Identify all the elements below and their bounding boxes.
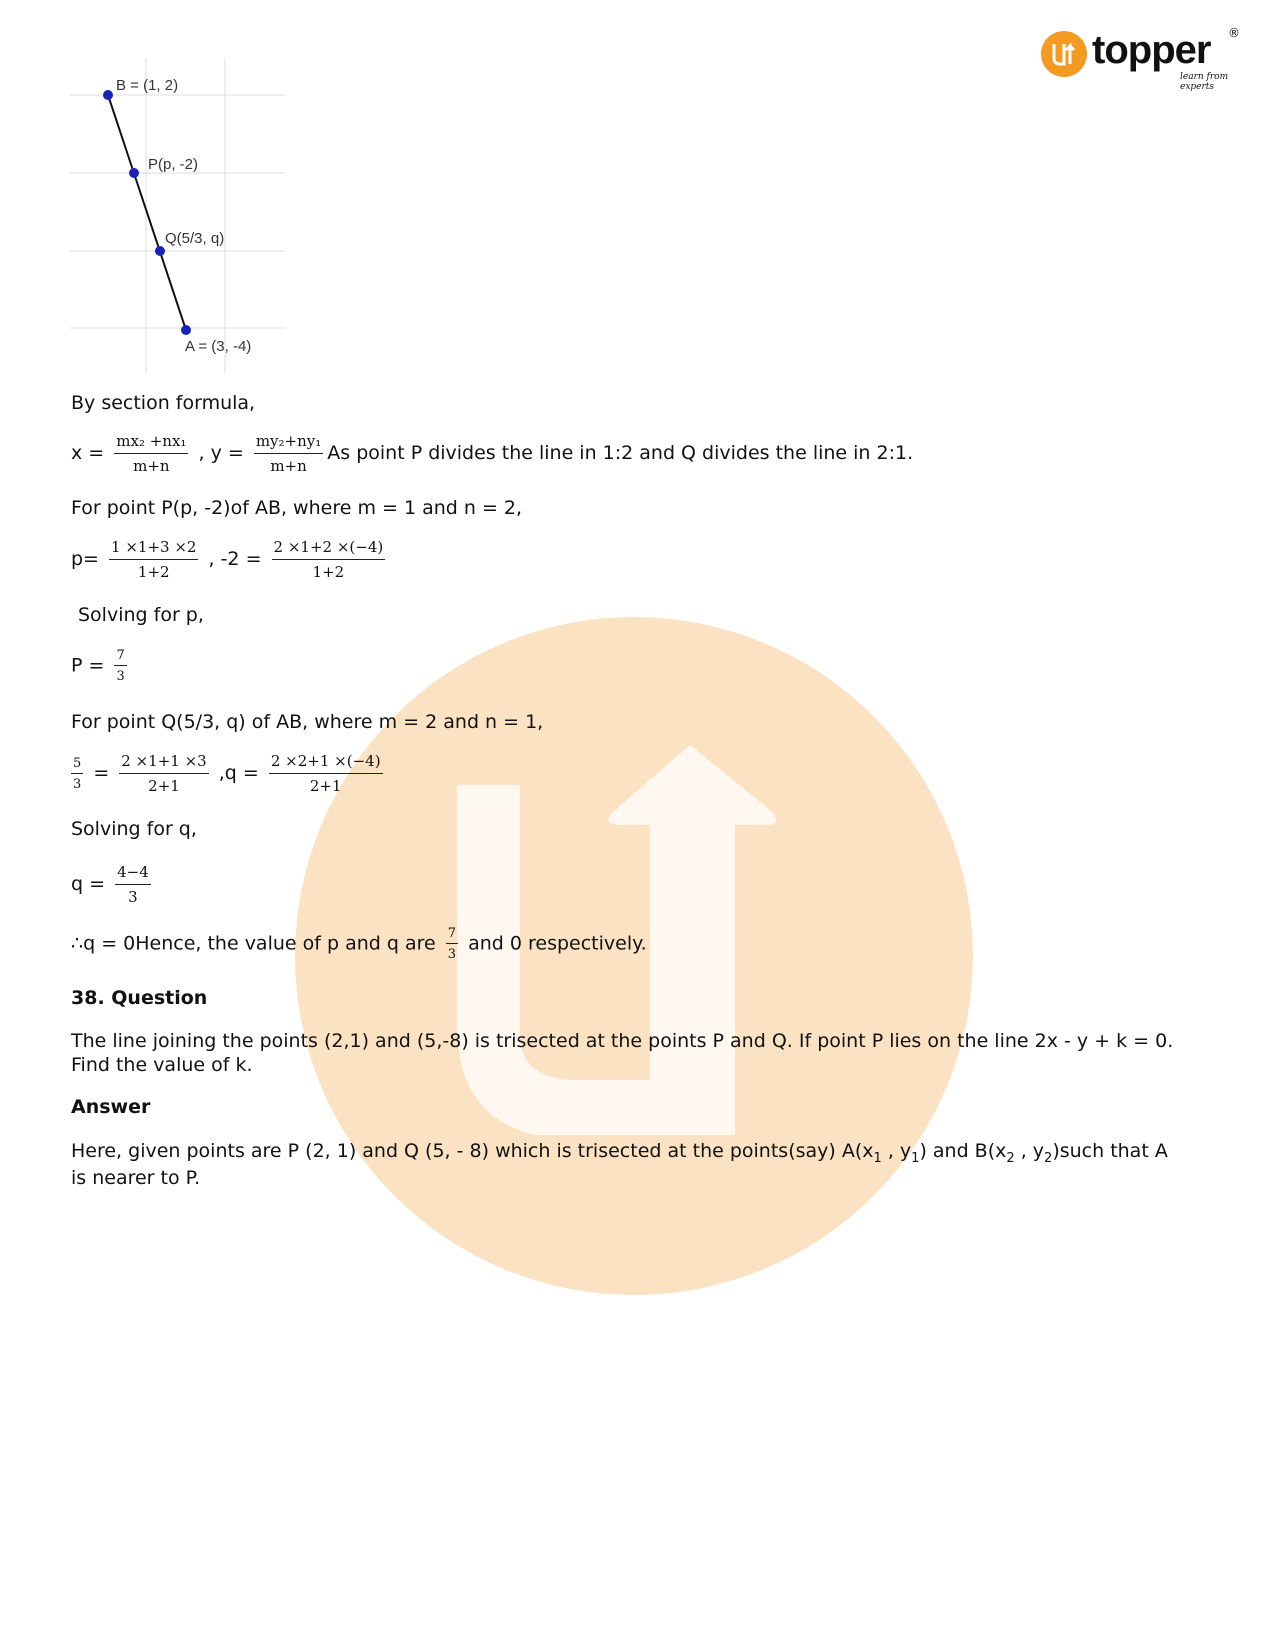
y-fraction — [254, 432, 323, 475]
x-eq: x = — [71, 442, 105, 464]
logo-text: topper — [1092, 28, 1211, 72]
p-den: 1+2 — [137, 563, 170, 581]
answer-text-c: ) and B(x — [919, 1140, 1007, 1162]
answer-text-a: Here, given points are P (2, 1) and Q (5, - 8) which is trisected at the points(say) A(x — [71, 1140, 874, 1162]
logo-circle-icon — [1040, 30, 1088, 78]
solving-q-text: Solving for q, — [71, 818, 197, 840]
sub-3: 2 — [1006, 1150, 1015, 1166]
conclusion-num: 7 — [446, 926, 458, 944]
question-line-1: The line joining the points (2,1) and (5,-8) is trisected at the points P and Q. If point P lies on the line 2x - y + k = 0. — [71, 1030, 1174, 1052]
q-lhs-num: 5 — [71, 756, 83, 774]
y-num: my₂+ny₁ — [254, 432, 323, 454]
segment-ab — [108, 95, 186, 330]
conclusion-text-b: and 0 respectively. — [468, 932, 647, 955]
p-value — [71, 648, 131, 684]
p2-fraction — [272, 538, 386, 581]
sub-2: 1 — [911, 1150, 920, 1166]
p2-num: 2 ×1+2 ×(−4) — [272, 538, 386, 560]
q2-den: 2+1 — [309, 777, 342, 795]
section-formula-equation — [71, 432, 913, 475]
P-eq: P = — [71, 654, 105, 677]
point-q — [155, 246, 165, 256]
logo-tagline: learn from experts — [1180, 72, 1229, 92]
answer-text-b: , y — [881, 1140, 912, 1162]
point-p — [129, 168, 139, 178]
registered-mark: ® — [1228, 26, 1240, 40]
q-num: 2 ×1+1 ×3 — [119, 752, 208, 774]
q2-fraction — [269, 752, 383, 795]
question-line-2: Find the value of k. — [71, 1054, 253, 1076]
p-eq: p= — [71, 548, 99, 570]
P-den: 3 — [116, 669, 125, 684]
p-mid: , -2 = — [208, 548, 262, 570]
q-den: 2+1 — [148, 777, 180, 795]
q-fraction — [119, 752, 208, 795]
label-a: A = (3, -4) — [185, 338, 252, 355]
x-fraction — [114, 432, 188, 475]
q-equation — [71, 752, 387, 795]
P-fraction — [114, 648, 126, 684]
conclusion-den: 3 — [447, 947, 457, 962]
conclusion-fraction — [446, 926, 458, 962]
sub-1: 1 — [873, 1150, 882, 1166]
point-a — [181, 325, 191, 335]
y-eq: , y = — [198, 442, 244, 464]
p-equation — [71, 538, 389, 581]
question-heading: 38. Question — [71, 987, 208, 1009]
sub-4: 2 — [1044, 1150, 1053, 1166]
label-b: B = (1, 2) — [116, 77, 179, 94]
topper-logo[interactable] — [1040, 26, 1240, 92]
for-point-p-text: For point P(p, -2)of AB, where m = 1 and n = 2, — [71, 497, 523, 519]
qv-den: 3 — [128, 888, 138, 906]
answer-heading: Answer — [71, 1096, 151, 1118]
answer-line-2: is nearer to P. — [71, 1167, 201, 1189]
answer-text-d: , y — [1014, 1140, 1045, 1162]
answer-line-1 — [71, 1140, 1168, 1166]
q2-num: 2 ×2+1 ×(−4) — [269, 752, 383, 774]
p-fraction — [109, 538, 198, 581]
q-value — [71, 863, 155, 906]
conclusion-line — [71, 926, 647, 962]
x-num: mx₂ +nx₁ — [114, 432, 188, 454]
P-num: 7 — [114, 648, 126, 666]
q-mid: ,q = — [218, 762, 259, 784]
qv-fraction — [115, 863, 151, 906]
p2-den: 1+2 — [312, 563, 345, 581]
label-q: Q(5/3, q) — [165, 230, 225, 247]
q-lhs-fraction — [71, 756, 83, 792]
label-p: P(p, -2) — [148, 156, 199, 173]
q-eq: q = — [71, 873, 106, 895]
q-lhs-den: 3 — [73, 776, 82, 792]
conclusion-text-a: ∴q = 0Hence, the value of p and q are — [71, 932, 436, 955]
q-eq1: = — [93, 762, 110, 784]
ratio-note: As point P divides the line in 1:2 and Q divides the line in 2:1. — [327, 442, 914, 464]
p-num: 1 ×1+3 ×2 — [109, 538, 198, 560]
point-b — [103, 90, 113, 100]
x-den: m+n — [133, 457, 170, 475]
line-segment-figure — [70, 58, 285, 373]
y-den: m+n — [270, 457, 307, 475]
qv-num: 4−4 — [115, 863, 151, 885]
section-formula-text: By section formula, — [71, 392, 256, 414]
solving-p-text: Solving for p, — [78, 604, 204, 626]
for-point-q-text: For point Q(5/3, q) of AB, where m = 2 and n = 1, — [71, 711, 544, 733]
answer-text-e: )such that A — [1052, 1140, 1168, 1162]
